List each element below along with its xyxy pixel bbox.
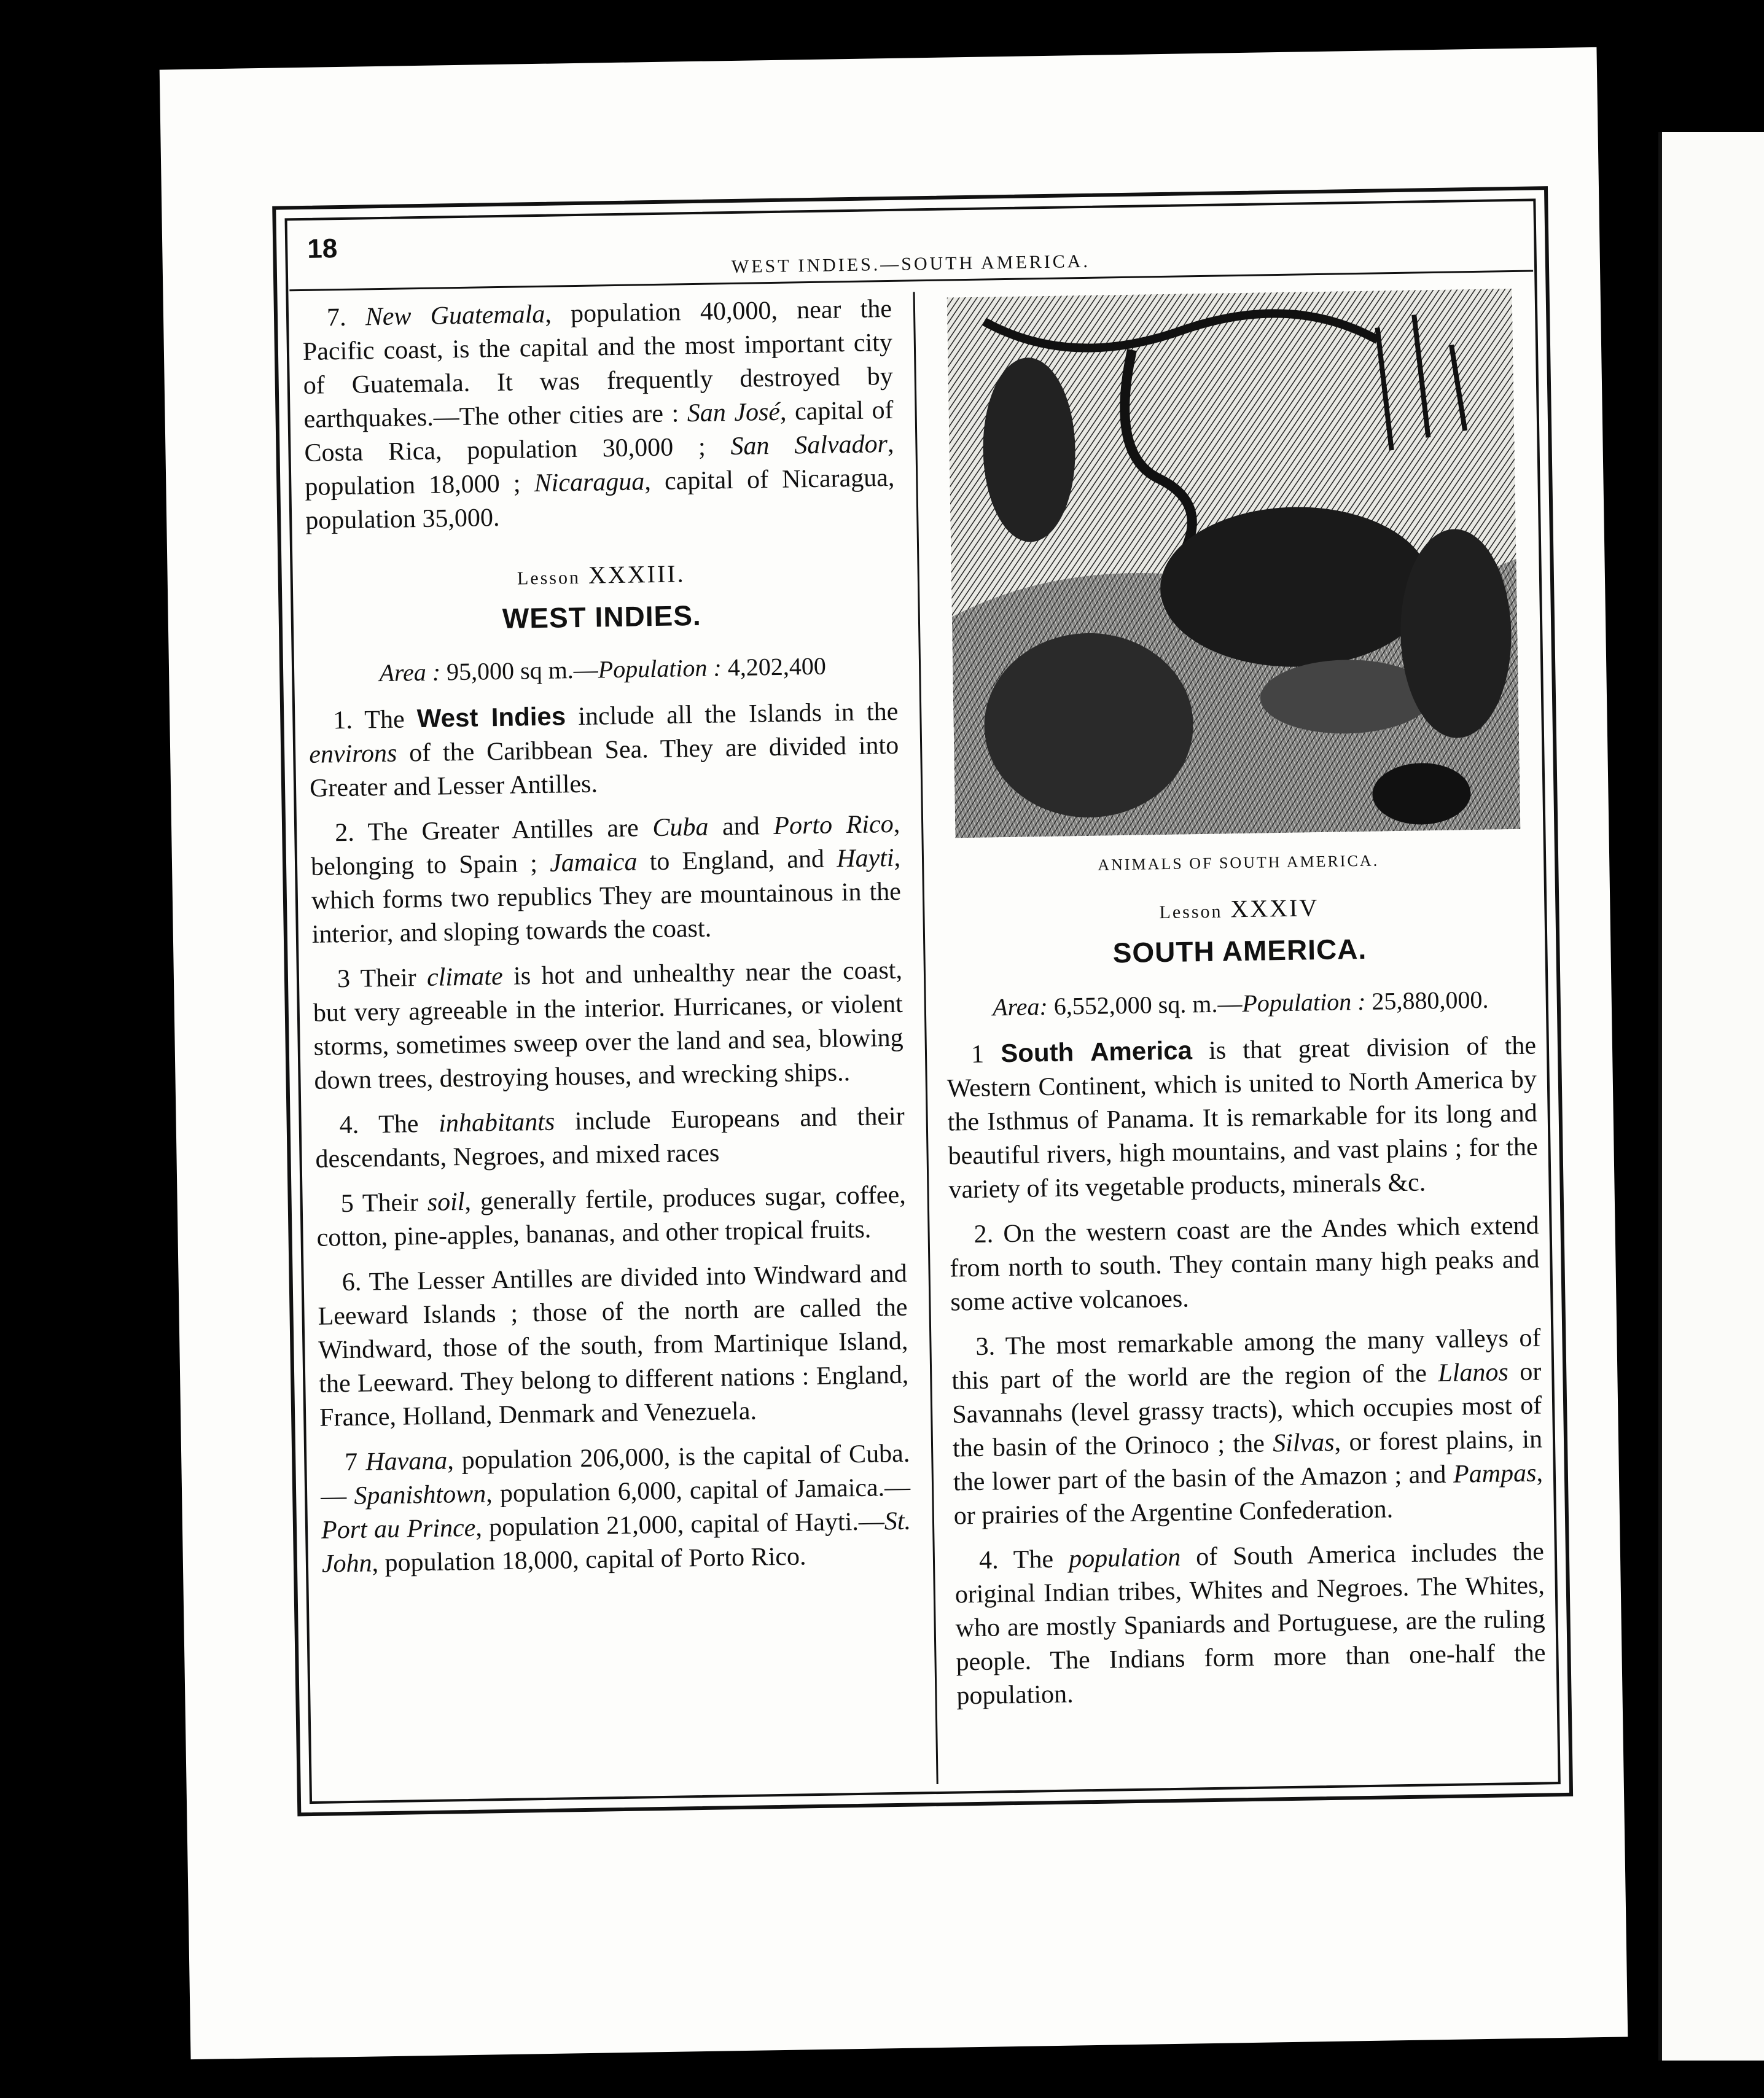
lesson-title-33: Lesson XXXIII. [517,560,685,589]
facing-page [1658,132,1764,2061]
paragraph-1: 1 South America is that great division of the Western Continent, which is united to North America by the Isthmus of Panama. It is remarkable for its long and beautiful rivers, high mountains, and vast plains ; for the variety of its vegetable products, minerals &c. [946,1031,1538,1204]
paragraph-4: 4. The inhabitants include Europeans and their descendants, Negroes, and mixed races [315,1102,905,1174]
figure-caption: ANIMALS OF SOUTH AMERICA. [1098,851,1380,874]
paragraph-new-guatemala: 7. New Guatemala, population 40,000, near the Pacific coast, is the capital and the most important city of Guatemala. It was frequently destroyed by earthquakes.—The other cities are : San José, capital of Costa Rica, population 30,000 ; San Salvador, population 18,000 ; Nicaragua, capital of Nicaragua, population 35,000. [302,294,895,535]
page-border [272,186,1573,1816]
south-america-area-population: Area: 6,552,000 sq. m.—Population : 25,880,000. [992,985,1489,1021]
paragraph-2: 2. On the western coast are the Andes which extend from north to south. They contain many high peaks and some active volcanoes. [950,1211,1540,1317]
west-indies-area-population: Area : 95,000 sq m.—Population : 4,202,400 [379,652,827,687]
right-column [935,283,1547,1725]
paragraph-1: 1. The West Indies include all the Islands in the environs of the Caribbean Sea. They are divided into Greater and Lesser Antilles. [308,697,899,803]
page-number: 18 [306,233,338,264]
book-page [160,47,1628,2059]
paragraph-2: 2. The Greater Antilles are Cuba and Porto Rico, belonging to Spain ; Jamaica to England, and Hayti, which forms two republics They are mountainous in the interior, and sloping towards the coast. [310,809,902,949]
left-column [302,292,912,1593]
paragraph-6: 6. The Lesser Antilles are divided into Windward and Leeward Islands ; those of the north are called the Windward, those of the south, from Martinique Island, the Leeward. They belong to different nations : England, France, Holland, Denmark and Venezuela. [318,1259,909,1432]
paragraph-3: 3 Their climate is hot and unhealthy near the coast, but very agreeable in the interior. Hurricanes, or violent storms, sometimes sweep over the land and sea, blowing down trees, destroying houses, and wrecking ships.. [313,956,903,1095]
paragraph-5: 5 Their soil, generally fertile, produces sugar, coffee, cotton, pine-apples, bananas, and other tropical fruits. [316,1180,906,1252]
heading-west-indies: WEST INDIES. [502,599,702,634]
heading-south-america: SOUTH AMERICA. [1112,932,1367,969]
paragraph-4: 4. The population of South America includes the original Indian tribes, Whites and Negroes. The Whites, who are mostly Spaniards and Portuguese, are the ruling people. The Indians form more than one-half the population. [954,1537,1546,1710]
running-head: WEST INDIES.—SOUTH AMERICA. [731,251,1091,277]
animals-engraving-image [947,289,1521,838]
paragraph-3: 3. The most remarkable among the many valleys of this part of the world are the region of the Llanos or Savannahs (level grassy tracts), which occupies most of the basin of the Orinoco ; the Silvas, or forest plains, in the lower part of the basin of the Amazon ; and Pampas, or prairies of the Argentine Confederation. [951,1324,1544,1531]
paragraph-7: 7 Havana, population 206,000, is the capital of Cuba.— Spanishtown, population 6,000, capital of Jamaica.—Port au Prince, population 21,000, capital of Hayti.—St. John, population 18,000, capital of Porto Rico. [320,1439,911,1578]
lesson-title-34: Lesson XXXIV [1159,894,1319,923]
